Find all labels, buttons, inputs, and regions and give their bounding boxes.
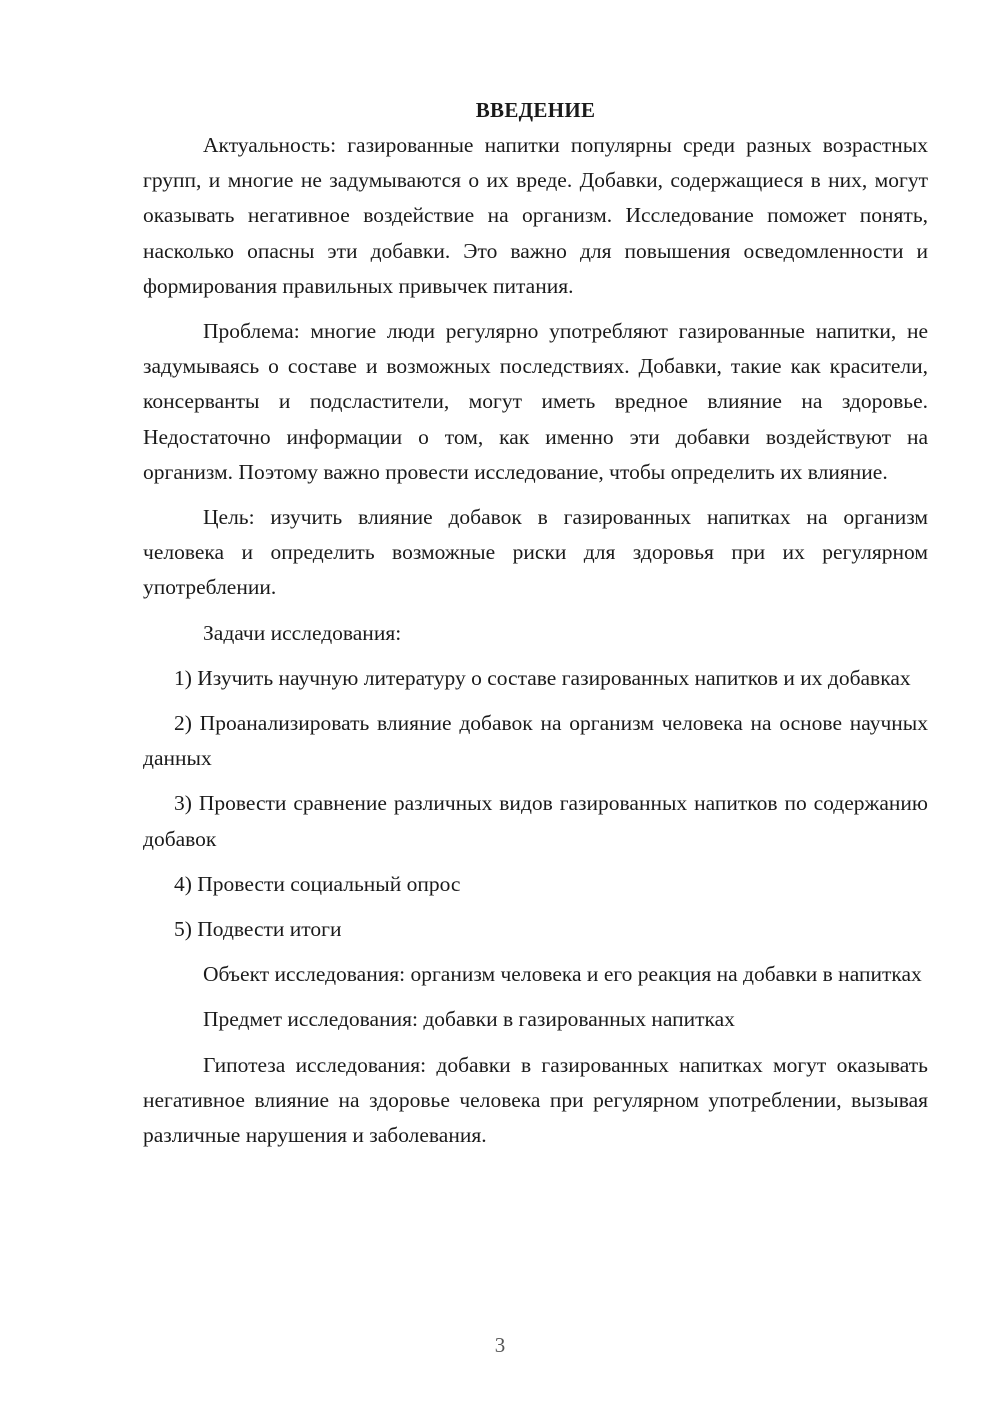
task-item-3: 3) Провести сравнение различных видов газированных напитков по содержанию добавок	[143, 791, 928, 851]
task-item-5: 5) Подвести итоги	[174, 917, 342, 942]
page-number: 3	[494, 1333, 506, 1357]
goal-paragraph: Цель: изучить влияние добавок в газированных напитках на организм человека и определить возможные риски для здоровья при их регулярном употреблении.	[143, 505, 928, 600]
object-paragraph: Объект исследования: организм человека и его реакция на добавки в напитках	[203, 962, 922, 987]
tasks-heading: Задачи исследования:	[203, 620, 402, 645]
subject-paragraph: Предмет исследования: добавки в газированных напитках	[203, 1007, 735, 1032]
task-item-2: 2) Проанализировать влияние добавок на организм человека на основе научных данных	[143, 711, 928, 771]
page-title: ВВЕДЕНИЕ	[475, 98, 596, 122]
hypothesis-paragraph: Гипотеза исследования: добавки в газированных напитках могут оказывать негативное влияние на здоровье человека при регулярном употреблении, вызывая различные нарушения и заболевания.	[143, 1052, 928, 1148]
problem-paragraph: Проблема: многие люди регулярно употребляют газированные напитки, не задумываясь о составе и возможных последствиях. Добавки, такие как красители, консерванты и подсластители, могут иметь вредное влияние на здоровье. Недостаточно информации о том, как именно эти добавки воздействуют на организм. Поэтому важно провести исследование, чтобы определить их влияние.	[143, 319, 928, 484]
relevance-paragraph: Актуальность: газированные напитки популярны среди разных возрастных групп, и многие не задумываются о их вреде. Добавки, содержащиеся в них, могут оказывать негативное воздействие на организм. Исследование поможет понять, насколько опасны эти добавки. Это важно для повышения осведомленности и формирования правильных привычек питания.	[143, 133, 928, 298]
task-item-4: 4) Провести социальный опрос	[174, 871, 461, 896]
document-page	[143, 93, 928, 1153]
task-item-1: 1) Изучить научную литературу о составе газированных напитков и их добавках	[174, 665, 911, 690]
